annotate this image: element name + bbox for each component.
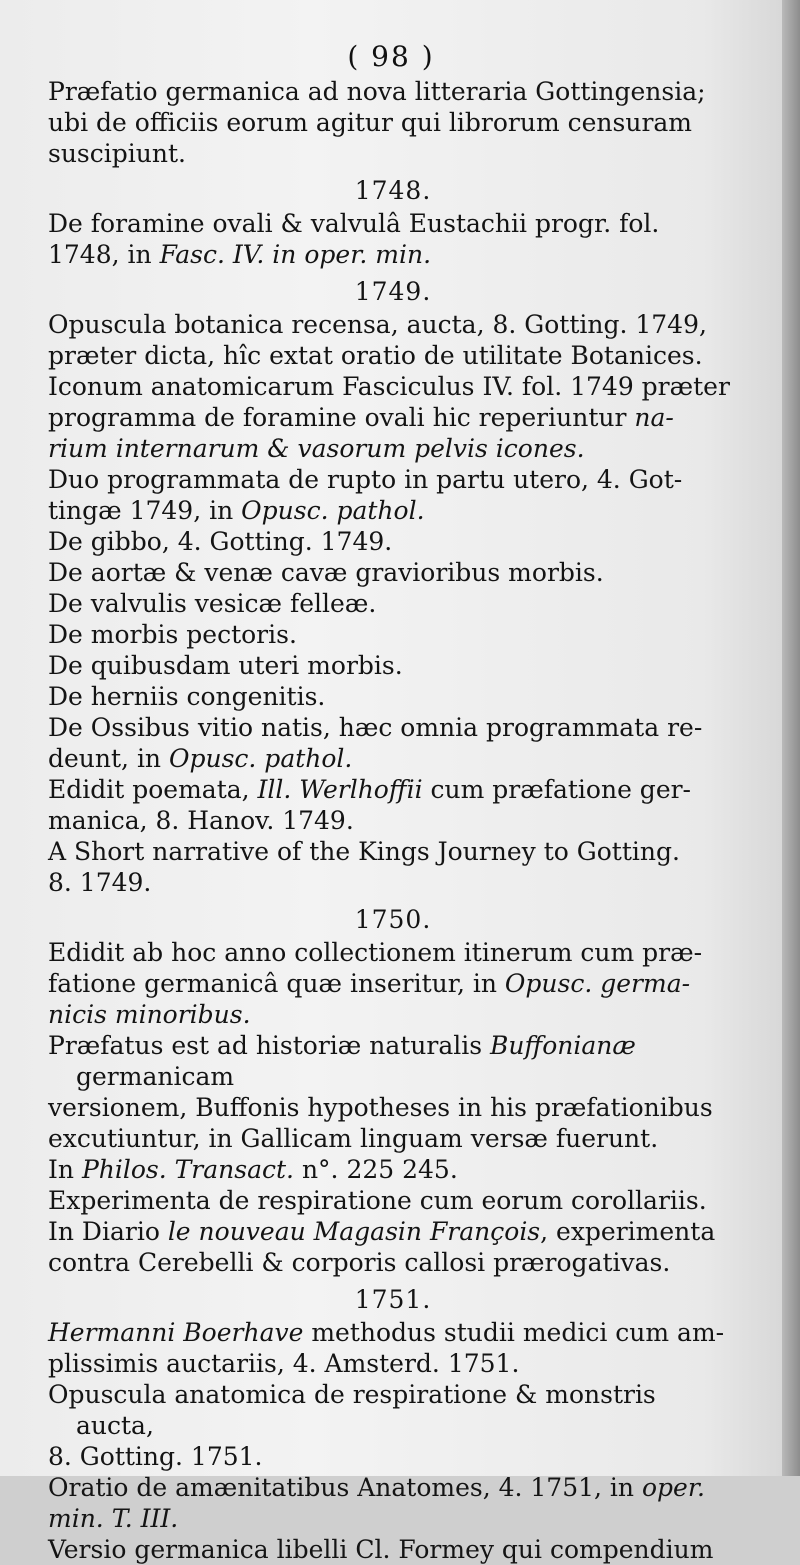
text-line: excutiuntur, in Gallicam linguam versæ fuerunt. (48, 1124, 659, 1153)
italic-reference: Fasc. IV. in oper. min. (159, 240, 432, 269)
text-line: 8. Gotting. 1751. (48, 1442, 263, 1471)
text-span: germanicam (76, 1062, 235, 1091)
text-span: Oratio de amænitatibus Anatomes, 4. 1751, in (48, 1473, 642, 1502)
text-line (48, 1216, 738, 1247)
text-line (48, 1472, 738, 1503)
entry-boerhave-methodus (48, 1317, 738, 1379)
entry-de-gibbo: De gibbo, 4. Gotting. 1749. (48, 527, 393, 556)
text-span: tingæ 1749, in (48, 496, 242, 525)
entry-opuscula-anatomica (48, 1379, 738, 1472)
text-line: Iconum anatomicarum Fasciculus IV. fol. 1749 præter (48, 372, 730, 401)
italic-reference: Hermanni Boerhave (48, 1318, 304, 1347)
text-span: In (48, 1155, 82, 1184)
text-span: Edidit poemata, (48, 775, 258, 804)
page-edge-shadow (782, 0, 800, 1476)
italic-reference: le nouveau Magasin François (167, 1217, 541, 1246)
text-line: versionem, Buffonis hypotheses in his præfationibus (48, 1093, 713, 1122)
text-line: præter dicta, hîc extat oratio de utilitate Botanices. (48, 341, 703, 370)
entry-versio-germanica: Versio germanica libelli Cl. Formey qui compendium (48, 1535, 714, 1564)
text-span: n°. 225 245. (294, 1155, 458, 1184)
text-line: Præfatio germanica ad nova litteraria Gottingensia; (48, 77, 706, 106)
text-span: cum præfatione ger- (422, 775, 692, 804)
italic-reference: oper. (641, 1473, 705, 1502)
entry-de-aortae: De aortæ & venæ cavæ gravioribus morbis. (48, 558, 604, 587)
text-line: manica, 8. Hanov. 1749. (48, 806, 354, 835)
entry-oratio-amaenitatibus (48, 1472, 738, 1534)
year-heading-1750: 1750. (354, 905, 432, 934)
entry-opuscula-botanica (48, 309, 738, 371)
text-line (48, 402, 738, 433)
year-heading-1749: 1749. (354, 277, 432, 306)
page-body (48, 76, 738, 1565)
entry-short-narrative (48, 836, 738, 898)
text-line: De Ossibus vitio natis, hæc omnia programmata re- (48, 713, 703, 742)
text-line (48, 999, 738, 1030)
text-line: Opuscula botanica recensa, aucta, 8. Gotting. 1749, (48, 310, 707, 339)
italic-reference: Ill. Werlhoffii (257, 775, 423, 804)
text-line (48, 495, 738, 526)
entry-de-quibusdam-uteri: De quibusdam uteri morbis. (48, 651, 403, 680)
text-line (48, 968, 738, 999)
text-span: programma de foramine ovali hic reperiuntur (48, 403, 635, 432)
text-line: contra Cerebelli & corporis callosi prærogativas. (48, 1248, 671, 1277)
text-line (48, 774, 738, 805)
text-line: suscipiunt. (48, 139, 186, 168)
text-line: Duo programmata de rupto in partu utero, 4. Got- (48, 465, 683, 494)
entry-de-ossibus (48, 712, 738, 774)
text-line (48, 1317, 738, 1348)
italic-reference: Buffonianæ (490, 1031, 636, 1060)
year-heading-1751: 1751. (354, 1285, 432, 1314)
text-line: ubi de officiis eorum agitur qui librorum censuram (48, 108, 693, 137)
entry-experimenta-respiratione: Experimenta de respiratione cum eorum corollariis. (48, 1186, 707, 1215)
entry-de-herniis: De herniis congenitis. (48, 682, 326, 711)
entry-foramine-ovali (48, 208, 738, 270)
entry-praefatus-buffon (48, 1030, 738, 1154)
text-span: In Diario (48, 1217, 168, 1246)
text-line (48, 433, 738, 464)
entry-iconum-anatomicarum (48, 371, 738, 464)
text-line: De foramine ovali & valvulâ Eustachii progr. fol. (48, 209, 660, 238)
text-span: methodus studii medici cum am- (303, 1318, 725, 1347)
text-span: deunt, in (48, 744, 169, 773)
text-line: Opuscula anatomica de respiratione & monstris aucta, (48, 1380, 656, 1440)
entry-praefatio-germanica (48, 76, 738, 169)
italic-reference: Opusc. pathol. (241, 496, 425, 525)
text-span: fatione germanicâ quæ inseritur, in (48, 969, 505, 998)
text-line (48, 239, 738, 270)
text-line (48, 743, 738, 774)
entry-de-valvulis: De valvulis vesicæ felleæ. (48, 589, 377, 618)
italic-reference: na- (634, 403, 674, 432)
text-line (48, 1503, 738, 1534)
text-line: plissimis auctariis, 4. Amsterd. 1751. (48, 1349, 520, 1378)
entry-philos-transact (48, 1154, 738, 1185)
italic-reference: Philos. Transact. (81, 1155, 294, 1184)
entry-edidit-poemata (48, 774, 738, 836)
text-span: , experimenta (540, 1217, 716, 1246)
entry-duo-programmata (48, 464, 738, 526)
text-line: A Short narrative of the Kings Journey to Gotting. (48, 837, 680, 866)
page-number: ( 98 ) (347, 40, 435, 73)
italic-reference: nicis minoribus. (48, 1000, 251, 1029)
entry-de-morbis-pectoris: De morbis pectoris. (48, 620, 297, 649)
italic-reference: rium internarum & vasorum pelvis icones. (48, 434, 585, 463)
text-line: 8. 1749. (48, 868, 152, 897)
entry-diario-magasin (48, 1216, 738, 1278)
year-heading-1748: 1748. (354, 176, 432, 205)
text-line: Edidit ab hoc anno collectionem itinerum cum præ- (48, 938, 703, 967)
italic-reference: Opusc. germa- (504, 969, 691, 998)
italic-reference: Opusc. pathol. (168, 744, 353, 773)
text-span: 1748, in (48, 240, 160, 269)
entry-collectionem-itinerum (48, 937, 738, 1030)
text-line (48, 1030, 738, 1092)
text-span: Præfatus est ad historiæ naturalis (48, 1031, 491, 1060)
italic-reference: min. T. III. (48, 1504, 179, 1533)
